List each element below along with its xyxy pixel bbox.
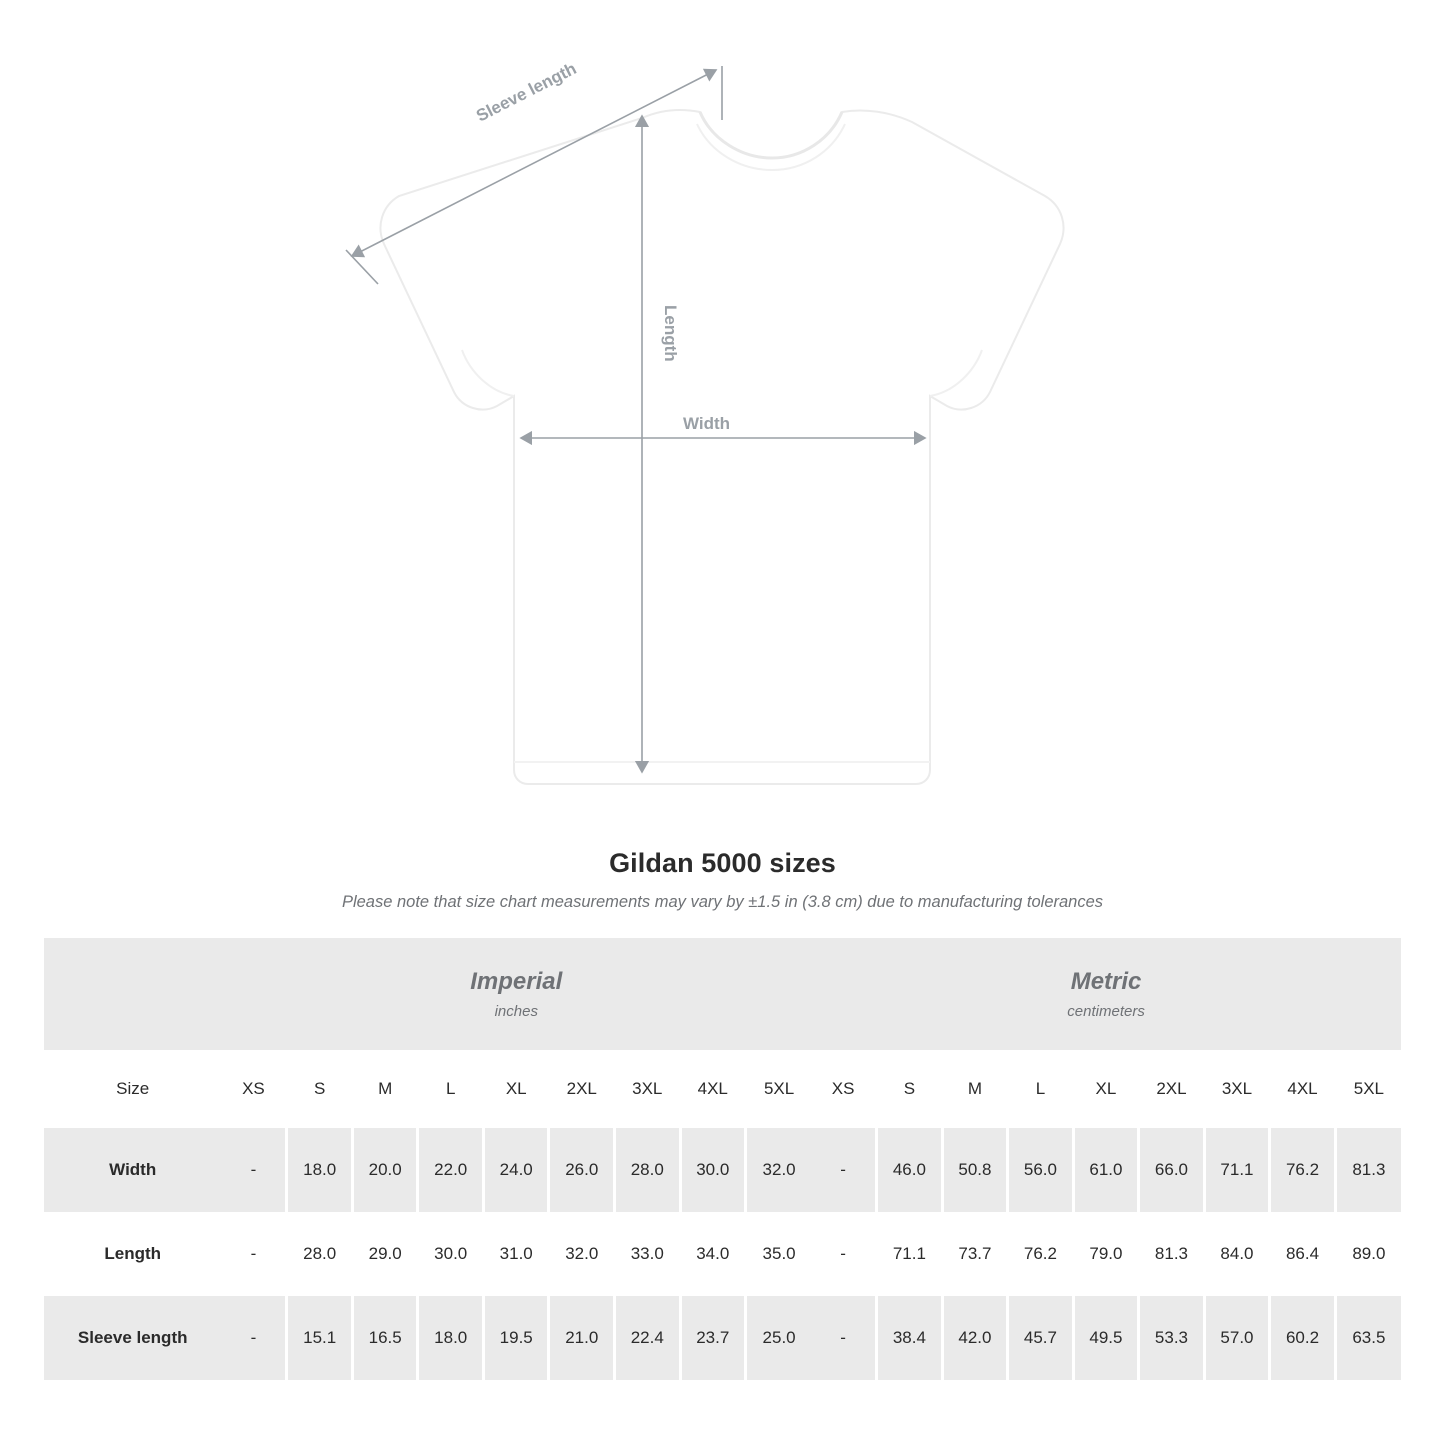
- cell-length-imperial-l: 30.0: [418, 1212, 484, 1296]
- cell-width-metric-xs: -: [811, 1128, 877, 1212]
- cell-width-metric-4xl: 76.2: [1270, 1128, 1336, 1212]
- chart-title-block: [0, 830, 1445, 912]
- unit-header-imperial: [221, 938, 811, 1050]
- table-row: [44, 1212, 1401, 1296]
- cell-width-imperial-s: 18.0: [287, 1128, 353, 1212]
- cell-width-metric-xl: 61.0: [1073, 1128, 1139, 1212]
- sleeve-length-label: Sleeve length: [473, 58, 580, 126]
- size-header-metric-2xl: 2XL: [1139, 1050, 1205, 1128]
- unit-header-row: [44, 938, 1401, 1050]
- cell-sleeve-length-metric-s: 38.4: [877, 1296, 943, 1380]
- cell-length-metric-3xl: 84.0: [1204, 1212, 1270, 1296]
- table-row: [44, 1128, 1401, 1212]
- size-header-imperial-m: M: [352, 1050, 418, 1128]
- size-header-imperial-3xl: 3XL: [615, 1050, 681, 1128]
- cell-sleeve-length-metric-xs: -: [811, 1296, 877, 1380]
- unit-name: Imperial: [470, 968, 563, 995]
- cell-sleeve-length-imperial-3xl: 22.4: [615, 1296, 681, 1380]
- size-header-imperial-xl: XL: [483, 1050, 549, 1128]
- size-header-imperial-l: L: [418, 1050, 484, 1128]
- cell-width-imperial-4xl: 30.0: [680, 1128, 746, 1212]
- cell-length-imperial-xl: 31.0: [483, 1212, 549, 1296]
- cell-sleeve-length-metric-xl: 49.5: [1073, 1296, 1139, 1380]
- size-header-metric-4xl: 4XL: [1270, 1050, 1336, 1128]
- unit-sub: inches: [494, 1003, 538, 1020]
- table-row: [44, 1296, 1401, 1380]
- unit-header-metric: [811, 938, 1401, 1050]
- size-header-imperial-xs: XS: [221, 1050, 287, 1128]
- size-header-metric-l: L: [1008, 1050, 1074, 1128]
- size-header-row: [44, 1050, 1401, 1128]
- size-header-imperial-s: S: [287, 1050, 353, 1128]
- cell-length-metric-4xl: 86.4: [1270, 1212, 1336, 1296]
- cell-length-imperial-m: 29.0: [352, 1212, 418, 1296]
- cell-sleeve-length-imperial-l: 18.0: [418, 1296, 484, 1380]
- size-header-metric-xl: XL: [1073, 1050, 1139, 1128]
- size-header-imperial-5xl: 5XL: [746, 1050, 812, 1128]
- size-header-imperial-4xl: 4XL: [680, 1050, 746, 1128]
- cell-width-metric-m: 50.8: [942, 1128, 1008, 1212]
- cell-length-imperial-3xl: 33.0: [615, 1212, 681, 1296]
- cell-sleeve-length-metric-4xl: 60.2: [1270, 1296, 1336, 1380]
- length-label: Length: [661, 305, 680, 362]
- cell-length-imperial-5xl: 35.0: [746, 1212, 812, 1296]
- cell-sleeve-length-imperial-4xl: 23.7: [680, 1296, 746, 1380]
- cell-sleeve-length-imperial-m: 16.5: [352, 1296, 418, 1380]
- cell-sleeve-length-metric-l: 45.7: [1008, 1296, 1074, 1380]
- cell-width-metric-5xl: 81.3: [1335, 1128, 1401, 1212]
- cell-length-imperial-2xl: 32.0: [549, 1212, 615, 1296]
- row-label-length: Length: [44, 1212, 221, 1296]
- cell-length-imperial-s: 28.0: [287, 1212, 353, 1296]
- unit-sub: centimeters: [1067, 1003, 1145, 1020]
- cell-length-metric-l: 76.2: [1008, 1212, 1074, 1296]
- cell-length-metric-s: 71.1: [877, 1212, 943, 1296]
- size-header-metric-5xl: 5XL: [1335, 1050, 1401, 1128]
- cell-width-metric-s: 46.0: [877, 1128, 943, 1212]
- cell-width-metric-3xl: 71.1: [1204, 1128, 1270, 1212]
- size-header-label: Size: [44, 1050, 221, 1128]
- cell-sleeve-length-imperial-xs: -: [221, 1296, 287, 1380]
- cell-sleeve-length-imperial-2xl: 21.0: [549, 1296, 615, 1380]
- cell-width-imperial-xl: 24.0: [483, 1128, 549, 1212]
- size-table: [44, 938, 1401, 1380]
- cell-sleeve-length-metric-5xl: 63.5: [1335, 1296, 1401, 1380]
- tolerance-note: Please note that size chart measurements may vary by ±1.5 in (3.8 cm) due to manufacturing tolerances: [341, 893, 1104, 911]
- cell-sleeve-length-imperial-5xl: 25.0: [746, 1296, 812, 1380]
- cell-width-imperial-3xl: 28.0: [615, 1128, 681, 1212]
- cell-width-imperial-m: 20.0: [352, 1128, 418, 1212]
- cell-length-imperial-xs: -: [221, 1212, 287, 1296]
- cell-length-metric-m: 73.7: [942, 1212, 1008, 1296]
- cell-width-imperial-xs: -: [221, 1128, 287, 1212]
- cell-width-metric-2xl: 66.0: [1139, 1128, 1205, 1212]
- cell-width-imperial-l: 22.0: [418, 1128, 484, 1212]
- cell-length-metric-xl: 79.0: [1073, 1212, 1139, 1296]
- size-header-imperial-2xl: 2XL: [549, 1050, 615, 1128]
- row-label-width: Width: [44, 1128, 221, 1212]
- size-header-metric-xs: XS: [811, 1050, 877, 1128]
- page-title: Gildan 5000 sizes: [609, 848, 836, 878]
- tshirt-shape: [380, 110, 1063, 784]
- size-header-metric-m: M: [942, 1050, 1008, 1128]
- unit-header-spacer: [44, 938, 221, 1050]
- cell-sleeve-length-imperial-s: 15.1: [287, 1296, 353, 1380]
- cell-length-metric-2xl: 81.3: [1139, 1212, 1205, 1296]
- size-table-wrapper: [44, 938, 1401, 1380]
- cell-width-imperial-5xl: 32.0: [746, 1128, 812, 1212]
- size-header-metric-s: S: [877, 1050, 943, 1128]
- cell-length-metric-xs: -: [811, 1212, 877, 1296]
- unit-name: Metric: [1070, 968, 1142, 995]
- cell-sleeve-length-metric-2xl: 53.3: [1139, 1296, 1205, 1380]
- width-label: Width: [683, 414, 731, 433]
- cell-length-imperial-4xl: 34.0: [680, 1212, 746, 1296]
- cell-width-metric-l: 56.0: [1008, 1128, 1074, 1212]
- cell-sleeve-length-metric-m: 42.0: [942, 1296, 1008, 1380]
- cell-width-imperial-2xl: 26.0: [549, 1128, 615, 1212]
- cell-length-metric-5xl: 89.0: [1335, 1212, 1401, 1296]
- row-label-sleeve-length: Sleeve length: [44, 1296, 221, 1380]
- cell-sleeve-length-metric-3xl: 57.0: [1204, 1296, 1270, 1380]
- cell-sleeve-length-imperial-xl: 19.5: [483, 1296, 549, 1380]
- size-header-metric-3xl: 3XL: [1204, 1050, 1270, 1128]
